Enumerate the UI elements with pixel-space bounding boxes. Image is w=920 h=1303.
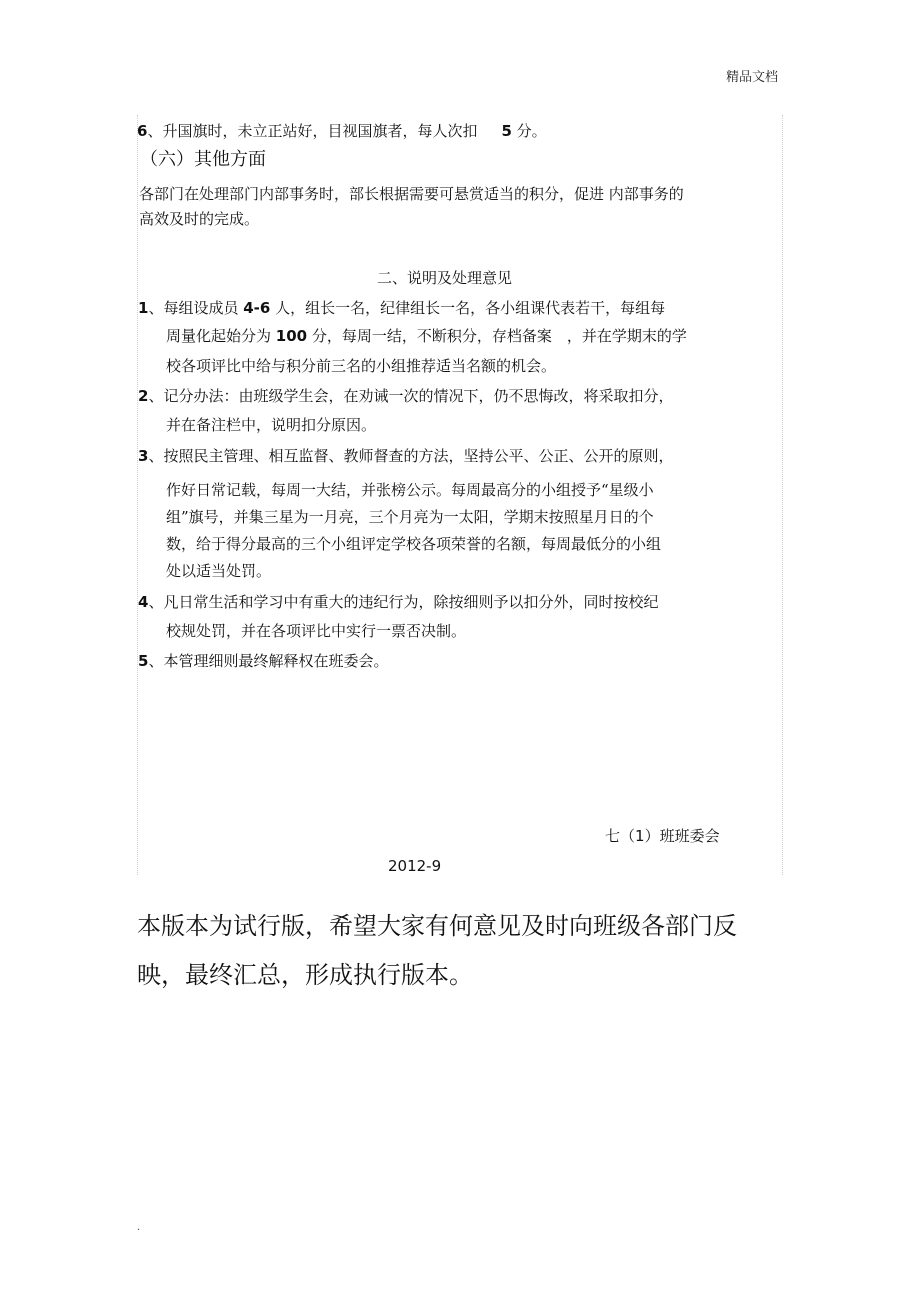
- rule-1-number: 1: [138, 299, 149, 317]
- rule-1-line2-a: 周量化起始分为: [166, 327, 276, 345]
- rule-2-line2: 并在备注栏中，说明扣分原因。: [166, 416, 377, 434]
- item-6-points: 5: [501, 122, 512, 140]
- footer-line1: 本版本为试行版，希望大家有何意见及时向班级各部门反: [137, 912, 737, 940]
- rule-1-member-count: 4-6: [243, 299, 271, 317]
- section-6-title: （六）其他方面: [140, 149, 266, 170]
- rule-3-line3: 组”旗号，并集三星为一月亮，三个月亮为一太阳，学期末按照星月日的个: [166, 508, 654, 526]
- item-6: [137, 121, 547, 141]
- header-corner-note: 精品文档: [726, 70, 779, 85]
- rule-5-number: 5: [138, 652, 149, 670]
- rule-3-line1: [138, 446, 673, 466]
- section-6-para-line2: 高效及时的完成。: [139, 210, 260, 228]
- item-6-number: 6: [137, 122, 148, 140]
- signature-date: 2012-9: [388, 857, 442, 875]
- section-2-title: 二、说明及处理意见: [377, 269, 513, 287]
- footer-line2: 映，最终汇总，形成执行版本。: [137, 961, 473, 989]
- rule-1-line2: [166, 326, 687, 346]
- rule-5-text: 、本管理细则最终解释权在班委会。: [148, 652, 389, 670]
- rule-4-number: 4: [138, 593, 149, 611]
- rule-1-text-b: 人，组长一名，纪律组长一名，各小组课代表若干，每组每: [270, 299, 666, 317]
- rule-1-start-score: 100: [275, 327, 308, 345]
- rule-1-line1: [138, 298, 665, 318]
- rule-3-line5: 处以适当处罚。: [166, 562, 272, 580]
- rule-4-line2: 校规处罚，并在各项评比中实行一票否决制。: [166, 622, 467, 640]
- rule-1-line2-b: 分，每周一结，不断积分，存档备案 ，并在学期末的学: [307, 327, 687, 345]
- rule-5-line1: [138, 651, 388, 671]
- bottom-mark: .: [137, 1222, 141, 1233]
- rule-4-text: 、凡日常生活和学习中有重大的违纪行为，除按细则予以扣分外，同时按校纪: [148, 593, 659, 611]
- rule-1-text-a: 、每组设成员: [148, 299, 244, 317]
- rule-3-text: 、按照民主管理、相互监督、教师督查的方法，坚持公平、公正、公开的原则，: [148, 447, 674, 465]
- rule-3-line4: 数，给于得分最高的三个小组评定学校各项荣誉的名额，每周最低分的小组: [166, 535, 662, 553]
- rule-4-line1: [138, 592, 658, 612]
- signature-class-number: 1: [635, 827, 645, 845]
- rule-3-line2: 作好日常记载，每周一大结，并张榜公示。每周最高分的小组授予“星级小: [166, 481, 654, 499]
- signature-pre: 七（: [605, 827, 636, 845]
- rule-2-number: 2: [138, 387, 149, 405]
- signature-post: ）班班委会: [644, 827, 720, 845]
- item-6-tail: 分。: [516, 122, 547, 140]
- signature-committee: [605, 826, 720, 846]
- section-6-para-line1: 各部门在处理部门内部事务时，部长根据需要可悬赏适当的积分，促进 内部事务的: [139, 185, 684, 203]
- rule-2-text: 、记分办法：由班级学生会，在劝诫一次的情况下，仍不思悔改，将采取扣分，: [148, 387, 674, 405]
- rule-3-number: 3: [138, 447, 149, 465]
- rule-2-line1: [138, 386, 673, 406]
- rule-1-line3: 校各项评比中给与积分前三名的小组推荐适当名额的机会。: [166, 357, 557, 375]
- item-6-text: 、升国旗时，未立正站好，目视国旗者，每人次扣: [147, 122, 478, 140]
